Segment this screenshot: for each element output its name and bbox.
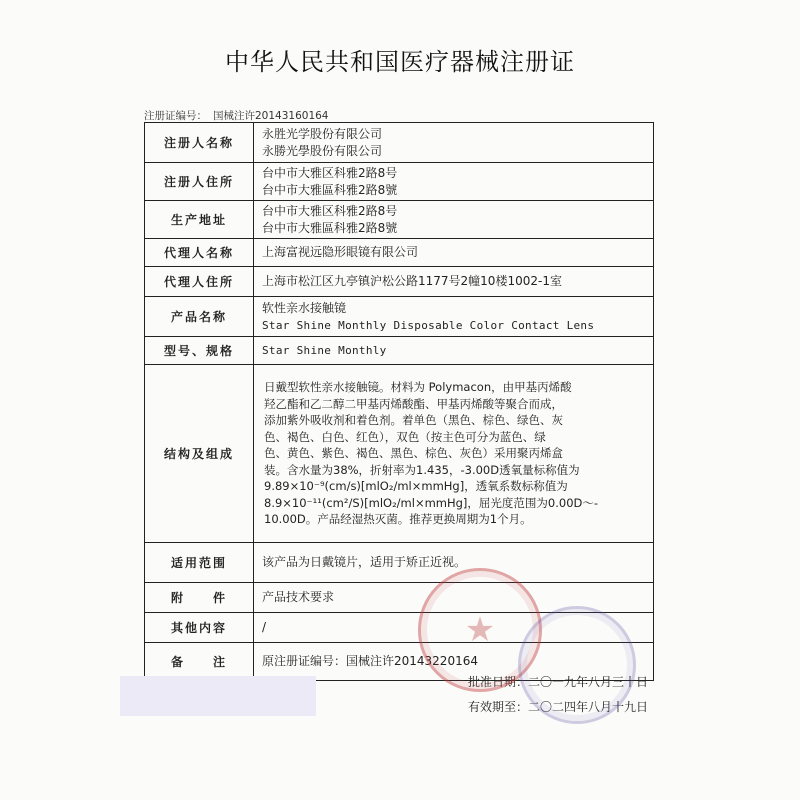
- row-value-line: 上海富视远隐形眼镜有限公司: [262, 245, 419, 259]
- row-value-line: Star Shine Monthly Disposable Color Contact Lens: [262, 318, 595, 332]
- row-value-line: 台中市大雅區科雅2路8號: [262, 182, 398, 197]
- row-label: 注册人名称: [145, 123, 254, 163]
- table-row: [145, 613, 654, 643]
- row-label: 型号、规格: [145, 337, 254, 365]
- row-value-line: 8.9×10⁻¹¹(cm²/S)[mlO₂/ml×mmHg]，屈光度范围为0.00D～-: [264, 495, 599, 510]
- row-label: 代理人住所: [145, 267, 254, 297]
- seal-star-icon: ★: [464, 610, 496, 650]
- row-value-line: 永胜光学股份有限公司: [262, 126, 383, 141]
- row-label: 生产地址: [145, 201, 254, 239]
- row-value: [254, 337, 654, 365]
- row-label: 注册人住所: [145, 163, 254, 201]
- row-value: [254, 239, 654, 267]
- document-title: 中华人民共和国医疗器械注册证: [225, 48, 575, 76]
- table-row: [145, 543, 654, 583]
- row-value-line: 台中市大雅区科雅2路8号: [262, 165, 398, 180]
- row-value-line: 羟乙酯和乙二醇二甲基丙烯酸酯、甲基丙烯酸等聚合而成，: [264, 396, 563, 411]
- row-value-line: 软性亲水接触镜: [262, 300, 347, 315]
- row-value-line: 色、褐色、白色、红色），双色（按主色可分为蓝色、绿: [264, 429, 546, 444]
- table-row: [145, 365, 654, 543]
- row-label: 其他内容: [145, 613, 254, 643]
- row-value-line: 10.00D。产品经湿热灭菌。推荐更换周期为1个月。: [264, 512, 532, 527]
- row-value: [254, 297, 654, 337]
- row-label: 产品名称: [145, 297, 254, 337]
- row-value: [254, 543, 654, 583]
- registration-number: [144, 108, 335, 123]
- row-value: [254, 201, 654, 239]
- row-value: [254, 365, 654, 543]
- table-row: [145, 239, 654, 267]
- row-value-line: 装。含水量为38%，折射率为1.435，-3.00D透氧量标称值为: [264, 462, 580, 477]
- row-value-line: 9.89×10⁻⁹(cm/s)[mlO₂/ml×mmHg]，透氧系数标称值为: [264, 479, 568, 494]
- row-label: 附 件: [145, 583, 254, 613]
- row-value: [254, 163, 654, 201]
- row-value-line: 原注册证编号：国械注许20143220164: [262, 654, 478, 668]
- row-value-line: 产品技术要求: [262, 590, 335, 604]
- row-value: [254, 123, 654, 163]
- row-value-line: 日戴型软性亲水接触镜。材料为 Polymacon，由甲基丙烯酸: [264, 380, 572, 395]
- table-row: [145, 123, 654, 163]
- row-value: [254, 267, 654, 297]
- row-value-line: 该产品为日戴镜片，适用于矫正近视。: [262, 555, 467, 569]
- row-value-line: Star Shine Monthly: [262, 344, 387, 357]
- row-label: 备 注: [145, 643, 254, 681]
- row-value-line: 台中市大雅區科雅2路8號: [262, 220, 398, 235]
- row-value: [254, 583, 654, 613]
- row-value-line: 色、黄色、紫色、褐色、黑色、棕色、灰色）采用聚丙烯盒: [264, 446, 563, 461]
- certificate-table: [144, 122, 654, 681]
- row-value-line: /: [262, 620, 267, 634]
- row-value: [254, 613, 654, 643]
- row-value-line: 台中市大雅区科雅2路8号: [262, 203, 398, 218]
- row-label: 适用范围: [145, 543, 254, 583]
- table-row: [145, 163, 654, 201]
- table-row: [145, 337, 654, 365]
- expiry-date: 有效期至：二〇二四年八月十九日: [467, 700, 648, 714]
- registration-number-value: 国械注许20143160164: [213, 110, 329, 122]
- row-value-line: 添加紫外吸收剂和着色剂。着单色（黑色、棕色、绿色、灰: [264, 413, 563, 428]
- redaction-block: [120, 676, 316, 716]
- row-value-line: 上海市松江区九亭镇沪松公路1177号2幢10楼1002-1室: [262, 274, 562, 288]
- row-label: 代理人名称: [145, 239, 254, 267]
- row-value-line: 永勝光學股份有限公司: [262, 143, 383, 158]
- table-row: [145, 583, 654, 613]
- registration-number-label: 注册证编号：: [144, 110, 207, 122]
- row-label: 结构及组成: [145, 365, 254, 543]
- table-row: [145, 267, 654, 297]
- table-row: [145, 201, 654, 239]
- table-row: [145, 297, 654, 337]
- approval-date: 批准日期：二〇一九年八月三十日: [467, 675, 648, 689]
